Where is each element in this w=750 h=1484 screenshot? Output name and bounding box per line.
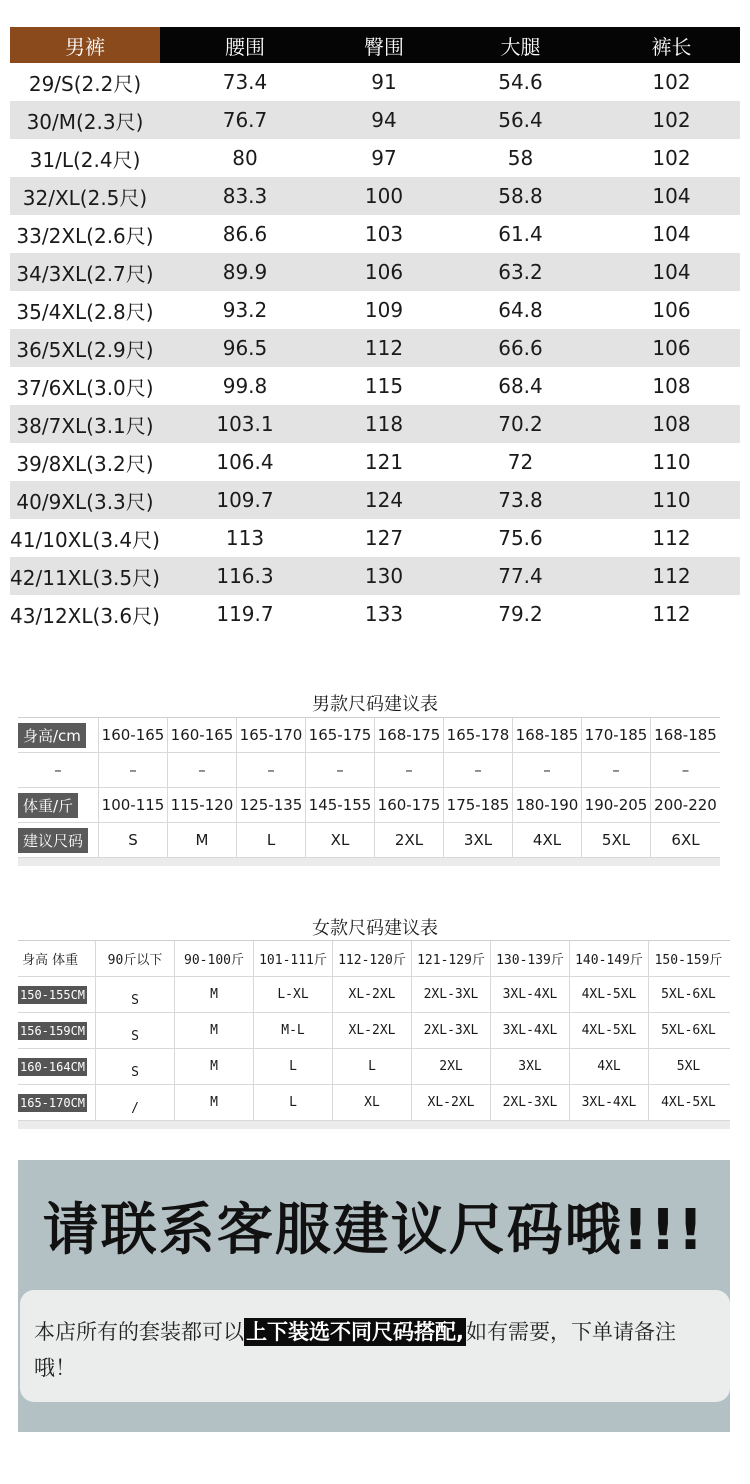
weight-col-header: 140-149斤 bbox=[570, 941, 649, 976]
weight-header-row bbox=[18, 941, 730, 977]
waist-cell: 113 bbox=[225, 526, 265, 550]
weight-col-header: 121-129斤 bbox=[412, 941, 491, 976]
waist-cell: 80 bbox=[232, 146, 258, 170]
womens-size-guide-table bbox=[18, 940, 730, 1129]
size-cell: 39/8XL(3.2尺) bbox=[16, 451, 154, 476]
length-cell: 106 bbox=[652, 336, 691, 360]
weight-col-header: 101-111斤 bbox=[254, 941, 333, 976]
size-cell: S bbox=[96, 977, 175, 1012]
hip-cell: 115 bbox=[364, 374, 404, 398]
size-cell: L-XL bbox=[254, 977, 333, 1012]
height-cell: 165-178 bbox=[444, 718, 513, 752]
size-cell: XL bbox=[306, 823, 375, 857]
dash-cell: – bbox=[18, 753, 99, 787]
size-cell: 5XL bbox=[582, 823, 651, 857]
height-cell: 160-165 bbox=[99, 718, 168, 752]
thigh-cell: 68.4 bbox=[498, 374, 543, 398]
size-cell: XL-2XL bbox=[333, 1013, 412, 1048]
table-row bbox=[18, 1013, 730, 1049]
height-cell: 168-185 bbox=[654, 726, 717, 744]
size-cell: 3XL-4XL bbox=[570, 1085, 649, 1120]
waist-cell: 96.5 bbox=[222, 336, 268, 360]
length-cell: 108 bbox=[652, 412, 691, 436]
waist-cell: 116.3 bbox=[216, 564, 274, 588]
dash-cell: – bbox=[237, 753, 306, 787]
waist-cell: 106.4 bbox=[216, 450, 274, 474]
size-cell: L bbox=[254, 1049, 333, 1084]
banner-title: 请联系客服建议尺码哦!!! bbox=[42, 1198, 706, 1263]
waist-cell: 109.7 bbox=[216, 488, 274, 512]
size-cell: 42/11XL(3.5尺) bbox=[10, 565, 160, 590]
size-cell: M-L bbox=[254, 1013, 333, 1048]
weight-cell: 180-190 bbox=[513, 788, 582, 822]
size-cell: XL-2XL bbox=[333, 977, 412, 1012]
weight-cell: 125-135 bbox=[237, 788, 306, 822]
waist-cell: 89.9 bbox=[222, 260, 268, 284]
table-row bbox=[10, 253, 740, 291]
size-cell: 5XL-6XL bbox=[661, 1023, 716, 1038]
hip-cell: 103 bbox=[364, 222, 404, 246]
thigh-cell: 75.6 bbox=[498, 526, 543, 550]
waist-cell: 93.2 bbox=[222, 298, 268, 322]
contact-banner bbox=[18, 1160, 730, 1432]
weight-cell: 115-120 bbox=[168, 788, 237, 822]
table-row bbox=[10, 177, 740, 215]
waist-cell: 76.7 bbox=[222, 108, 268, 132]
table-row bbox=[10, 443, 740, 481]
size-cell: 40/9XL(3.3尺) bbox=[16, 489, 154, 514]
weight-col-header: 90斤以下 bbox=[96, 941, 175, 976]
size-cell: 43/12XL(3.6尺) bbox=[10, 603, 160, 628]
hip-cell: 109 bbox=[364, 298, 404, 322]
hip-cell: 94 bbox=[371, 108, 397, 132]
thigh-cell: 58.8 bbox=[498, 184, 543, 208]
header-hip: 臀围 bbox=[330, 27, 438, 63]
table-row bbox=[18, 1049, 730, 1085]
length-cell: 108 bbox=[652, 374, 691, 398]
dash-cell: – bbox=[375, 753, 444, 787]
hip-cell: 106 bbox=[364, 260, 404, 284]
size-cell: 3XL-4XL bbox=[491, 1013, 570, 1048]
height-label: 160-164CM bbox=[20, 1059, 86, 1074]
size-cell: 2XL-3XL bbox=[491, 1085, 570, 1120]
table-row bbox=[10, 367, 740, 405]
dash-cell: – bbox=[582, 753, 651, 787]
table-row bbox=[10, 215, 740, 253]
table-row bbox=[18, 1085, 730, 1121]
height-label: 156-159CM bbox=[20, 1023, 86, 1038]
dash-row bbox=[18, 753, 720, 788]
table-row bbox=[10, 329, 740, 367]
mens-pants-size-table bbox=[10, 27, 740, 633]
notice-box bbox=[20, 1290, 730, 1402]
length-cell: 112 bbox=[652, 526, 691, 550]
header-label: 身高 体重 bbox=[18, 941, 96, 976]
notice-text-before: 本店所有的套装都可以 bbox=[34, 1320, 244, 1344]
size-cell: 3XL bbox=[491, 1049, 570, 1084]
size-cell: L bbox=[333, 1049, 412, 1084]
table-row bbox=[10, 63, 740, 101]
size-cell: M bbox=[175, 1085, 254, 1120]
size-cell: 2XL bbox=[375, 823, 444, 857]
length-cell: 110 bbox=[652, 488, 691, 512]
length-cell: 112 bbox=[652, 564, 691, 588]
height-label: 150-155CM bbox=[20, 987, 86, 1002]
dash-cell: – bbox=[444, 753, 513, 787]
thigh-cell: 73.8 bbox=[498, 488, 543, 512]
size-cell: L bbox=[254, 1085, 333, 1120]
length-cell: 104 bbox=[652, 184, 691, 208]
height-cell: 168-185 bbox=[513, 718, 582, 752]
size-cell: 3XL-4XL bbox=[491, 977, 570, 1012]
length-cell: 110 bbox=[652, 450, 691, 474]
size-cell: 31/L(2.4尺) bbox=[29, 147, 141, 172]
size-cell: S bbox=[96, 1049, 175, 1084]
size-cell: 2XL-3XL bbox=[412, 1013, 491, 1048]
waist-cell: 103.1 bbox=[216, 412, 274, 436]
table-row bbox=[10, 557, 740, 595]
hip-cell: 124 bbox=[364, 488, 404, 512]
waist-cell: 119.7 bbox=[216, 602, 274, 626]
table-row bbox=[10, 139, 740, 177]
height-label: 身高/cm bbox=[18, 718, 99, 752]
thigh-cell: 77.4 bbox=[498, 564, 543, 588]
thigh-cell: 70.2 bbox=[498, 412, 543, 436]
table-row bbox=[10, 291, 740, 329]
height-label: 165-170CM bbox=[20, 1095, 86, 1110]
table-row bbox=[10, 481, 740, 519]
table-bottom-bar bbox=[18, 858, 720, 866]
thigh-cell: 56.4 bbox=[498, 108, 543, 132]
size-cell: 37/6XL(3.0尺) bbox=[16, 375, 154, 400]
height-label-cell bbox=[18, 1013, 96, 1048]
size-cell: 35/4XL(2.8尺) bbox=[16, 299, 154, 324]
weight-label: 体重/斤 bbox=[18, 788, 99, 822]
dash-cell: – bbox=[681, 761, 690, 779]
length-cell: 102 bbox=[652, 70, 691, 94]
height-row bbox=[18, 718, 720, 753]
dash-cell: – bbox=[306, 753, 375, 787]
size-cell: 41/10XL(3.4尺) bbox=[10, 527, 160, 552]
thigh-cell: 64.8 bbox=[498, 298, 543, 322]
header-size: 男裤 bbox=[10, 27, 160, 63]
weight-cell: 190-205 bbox=[582, 788, 651, 822]
height-cell: 170-185 bbox=[582, 718, 651, 752]
length-cell: 104 bbox=[652, 260, 691, 284]
table-bottom-bar bbox=[18, 1121, 730, 1129]
womens-size-guide-title: 女款尺码建议表 bbox=[312, 918, 438, 939]
weight-row bbox=[18, 788, 720, 823]
table-row bbox=[10, 519, 740, 557]
weight-col-header: 112-120斤 bbox=[333, 941, 412, 976]
hip-cell: 121 bbox=[364, 450, 404, 474]
weight-col-header: 150-159斤 bbox=[654, 953, 723, 968]
dash-cell: – bbox=[168, 753, 237, 787]
waist-cell: 86.6 bbox=[222, 222, 268, 246]
dash-cell: – bbox=[99, 753, 168, 787]
weight-cell: 200-220 bbox=[654, 796, 717, 814]
weight-cell: 145-155 bbox=[306, 788, 375, 822]
height-cell: 160-165 bbox=[168, 718, 237, 752]
size-cell: 4XL-5XL bbox=[661, 1095, 716, 1110]
thigh-cell: 66.6 bbox=[498, 336, 543, 360]
size-cell: 32/XL(2.5尺) bbox=[22, 185, 148, 210]
hip-cell: 118 bbox=[364, 412, 404, 436]
size-cell: M bbox=[175, 977, 254, 1012]
size-cell: 2XL-3XL bbox=[412, 977, 491, 1012]
length-cell: 102 bbox=[652, 108, 691, 132]
size-cell: 4XL bbox=[513, 823, 582, 857]
waist-cell: 73.4 bbox=[222, 70, 268, 94]
dash-cell: – bbox=[513, 753, 582, 787]
notice-highlight: 上下装选不同尺码搭配, bbox=[246, 1320, 464, 1344]
thigh-cell: 63.2 bbox=[498, 260, 543, 284]
length-cell: 112 bbox=[652, 602, 691, 626]
weight-col-header: 130-139斤 bbox=[491, 941, 570, 976]
length-cell: 106 bbox=[652, 298, 691, 322]
hip-cell: 91 bbox=[371, 70, 397, 94]
size-label: 建议尺码 bbox=[18, 823, 99, 857]
size-row bbox=[18, 823, 720, 858]
waist-cell: 83.3 bbox=[222, 184, 268, 208]
size-cell: L bbox=[237, 823, 306, 857]
height-label-cell bbox=[18, 1085, 96, 1120]
height-cell: 168-175 bbox=[375, 718, 444, 752]
size-cell: 34/3XL(2.7尺) bbox=[16, 261, 154, 286]
thigh-cell: 58 bbox=[507, 146, 534, 170]
hip-cell: 100 bbox=[364, 184, 404, 208]
size-cell: 6XL bbox=[671, 831, 700, 849]
notice-text-after: 如有需要，下单请备注哦！ bbox=[34, 1320, 676, 1380]
size-cell: S bbox=[99, 823, 168, 857]
weight-col-header: 90-100斤 bbox=[175, 941, 254, 976]
height-label-cell bbox=[18, 977, 96, 1012]
thigh-cell: 61.4 bbox=[498, 222, 543, 246]
thigh-cell: 72 bbox=[507, 450, 534, 474]
hip-cell: 112 bbox=[364, 336, 404, 360]
size-cell: 30/M(2.3尺) bbox=[26, 109, 144, 134]
height-cell: 165-175 bbox=[306, 718, 375, 752]
size-cell: 36/5XL(2.9尺) bbox=[16, 337, 154, 362]
size-cell: M bbox=[168, 823, 237, 857]
size-cell: M bbox=[175, 1013, 254, 1048]
table-header bbox=[10, 27, 740, 63]
size-cell: 4XL-5XL bbox=[570, 977, 649, 1012]
length-cell: 104 bbox=[652, 222, 691, 246]
size-cell: 5XL-6XL bbox=[661, 987, 716, 1002]
weight-cell: 175-185 bbox=[444, 788, 513, 822]
size-cell: XL-2XL bbox=[412, 1085, 491, 1120]
header-length: 裤长 bbox=[603, 27, 740, 63]
mens-size-guide-title: 男款尺码建议表 bbox=[312, 694, 438, 715]
size-cell: S bbox=[96, 1013, 175, 1048]
size-cell: / bbox=[96, 1085, 175, 1120]
size-cell: 3XL bbox=[444, 823, 513, 857]
header-thigh: 大腿 bbox=[438, 27, 603, 63]
hip-cell: 97 bbox=[371, 146, 397, 170]
height-label-cell bbox=[18, 1049, 96, 1084]
size-cell: 2XL bbox=[412, 1049, 491, 1084]
size-cell: 33/2XL(2.6尺) bbox=[16, 223, 154, 248]
height-cell: 165-170 bbox=[237, 718, 306, 752]
size-cell: 38/7XL(3.1尺) bbox=[16, 413, 154, 438]
thigh-cell: 54.6 bbox=[498, 70, 543, 94]
waist-cell: 99.8 bbox=[222, 374, 268, 398]
table-row bbox=[10, 595, 740, 633]
length-cell: 102 bbox=[652, 146, 691, 170]
weight-cell: 100-115 bbox=[99, 788, 168, 822]
size-cell: 4XL-5XL bbox=[570, 1013, 649, 1048]
size-cell: 29/S(2.2尺) bbox=[28, 71, 142, 96]
weight-cell: 160-175 bbox=[375, 788, 444, 822]
table-row bbox=[18, 977, 730, 1013]
mens-size-guide-table bbox=[18, 717, 720, 866]
size-cell: M bbox=[175, 1049, 254, 1084]
size-cell: 4XL bbox=[570, 1049, 649, 1084]
thigh-cell: 79.2 bbox=[498, 602, 543, 626]
table-row bbox=[10, 405, 740, 443]
hip-cell: 133 bbox=[364, 602, 404, 626]
size-cell: XL bbox=[333, 1085, 412, 1120]
hip-cell: 130 bbox=[364, 564, 404, 588]
hip-cell: 127 bbox=[364, 526, 404, 550]
header-waist: 腰围 bbox=[160, 27, 330, 63]
table-row bbox=[10, 101, 740, 139]
size-cell: 5XL bbox=[676, 1059, 701, 1074]
